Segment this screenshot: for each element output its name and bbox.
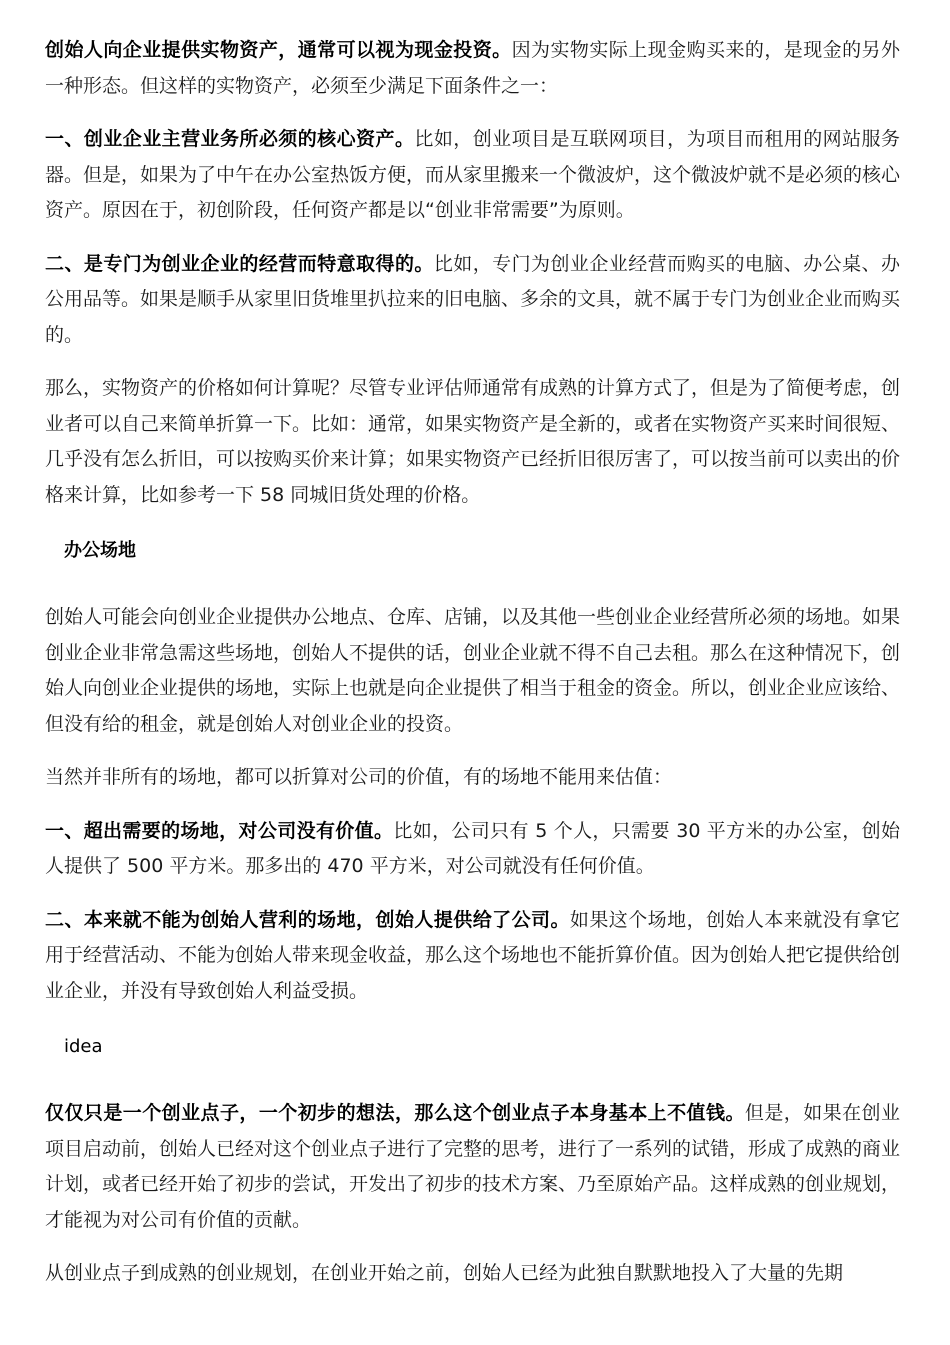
paragraph-condition-core-asset — [45, 122, 900, 229]
paragraph-text: 比如，创业项目是互联网项目，为项目而租用的网站服务器。但是，如果为了中午在办公室热饭方便，而从家里搬来一个微波炉，这个微波炉就不是必须的核心资产。原因在于，初创阶段，任何资产都是以“创业非常需要”为原则。 — [45, 128, 901, 221]
paragraph-text: 比如，公司只有 5 个人，只需要 30 平方米的办公室，创始人提供了 500 平方米。那多出的 470 平方米，对公司就没有任何价值。 — [45, 819, 900, 877]
paragraph-text: 如果这个场地，创始人本来就没有拿它用于经营活动、不能为创始人带来现金收益，那么这个场地也不能折算价值。因为创始人把它提供给创业企业，并没有导致创始人利益受损。 — [45, 908, 901, 1002]
paragraph-text: 但是，如果在创业项目启动前，创始人已经对这个创业点子进行了完整的思考，进行了一系列的试错，形成了成熟的商业计划，或者已经开始了初步的尝试，开发出了初步的技术方案、乃至原始产品。这样成熟的创业规划，才能视为对公司有价值的贡献。 — [45, 1102, 901, 1231]
paragraph-text: 比如，专门为创业企业经营而购买的电脑、办公桌、办公用品等。如果是顺手从家里旧货堆里扒拉来的旧电脑、多余的文具，就不属于专门为创业企业而购买的。 — [45, 252, 901, 346]
paragraph-text: 创始人可能会向创业企业提供办公地点、仓库、店铺，以及其他一些创业企业经营所必须的场地。如果创业企业非常急需这些场地，创始人不提供的话，创业企业就不得不自己去租。那么在这种情况下，创始人向创业企业提供的场地，实际上也就是向企业提供了相当于租金的资金。所以，创业企业应该给、但没有给的租金，就是创始人对创业企业的投资。 — [45, 606, 901, 735]
paragraph-asset-pricing — [45, 371, 900, 513]
paragraph-text: 那么，实物资产的价格如何计算呢？尽管专业评估师通常有成熟的计算方式了，但是为了简便考虑，创业者可以自己来简单折算一下。比如：通常，如果实物资产是全新的，或者在实物资产买来时间很短、几乎没有怎么折旧，可以按购买价来计算；如果实物资产已经折旧很厉害了，可以按当前可以卖出的价格来计算，比如参考一下 58 同城旧货处理的价格。 — [45, 377, 901, 506]
paragraph-office-space — [45, 600, 900, 742]
section-heading-office: 办公场地 — [64, 540, 136, 561]
paragraph-lead: 二、是专门为创业企业的经营而特意取得的。 — [45, 252, 434, 275]
paragraph-idea-value — [45, 1096, 900, 1238]
paragraph-physical-assets — [45, 33, 900, 104]
paragraph-office-non-profit — [45, 903, 900, 1010]
article-body — [45, 0, 900, 1292]
paragraph-text: 从创业点子到成熟的创业规划，在创业开始之前，创始人已经为此独自默默地投入了大量的先期 — [45, 1262, 844, 1284]
paragraph-text: 因为实物实际上现金购买来的，是现金的另外一种形态。但这样的实物资产，必须至少满足下面条件之一： — [45, 39, 900, 97]
paragraph-text: 当然并非所有的场地，都可以折算对公司的价值，有的场地不能用来估值： — [45, 766, 673, 788]
paragraph-idea-planning — [45, 1256, 900, 1292]
paragraph-lead: 一、超出需要的场地，对公司没有价值。 — [45, 819, 394, 842]
section-heading-idea: idea — [64, 1036, 103, 1057]
paragraph-condition-dedicated — [45, 247, 900, 354]
paragraph-office-excess — [45, 814, 900, 885]
paragraph-lead: 一、创业企业主营业务所必须的核心资产。 — [45, 128, 415, 150]
paragraph-lead: 二、本来就不能为创始人营利的场地，创始人提供给了公司。 — [45, 908, 570, 931]
paragraph-lead: 创始人向企业提供实物资产，通常可以视为现金投资。 — [45, 39, 512, 61]
paragraph-lead: 仅仅只是一个创业点子，一个初步的想法，那么这个创业点子本身基本上不值钱。 — [45, 1102, 745, 1124]
paragraph-office-valuation — [45, 760, 900, 796]
